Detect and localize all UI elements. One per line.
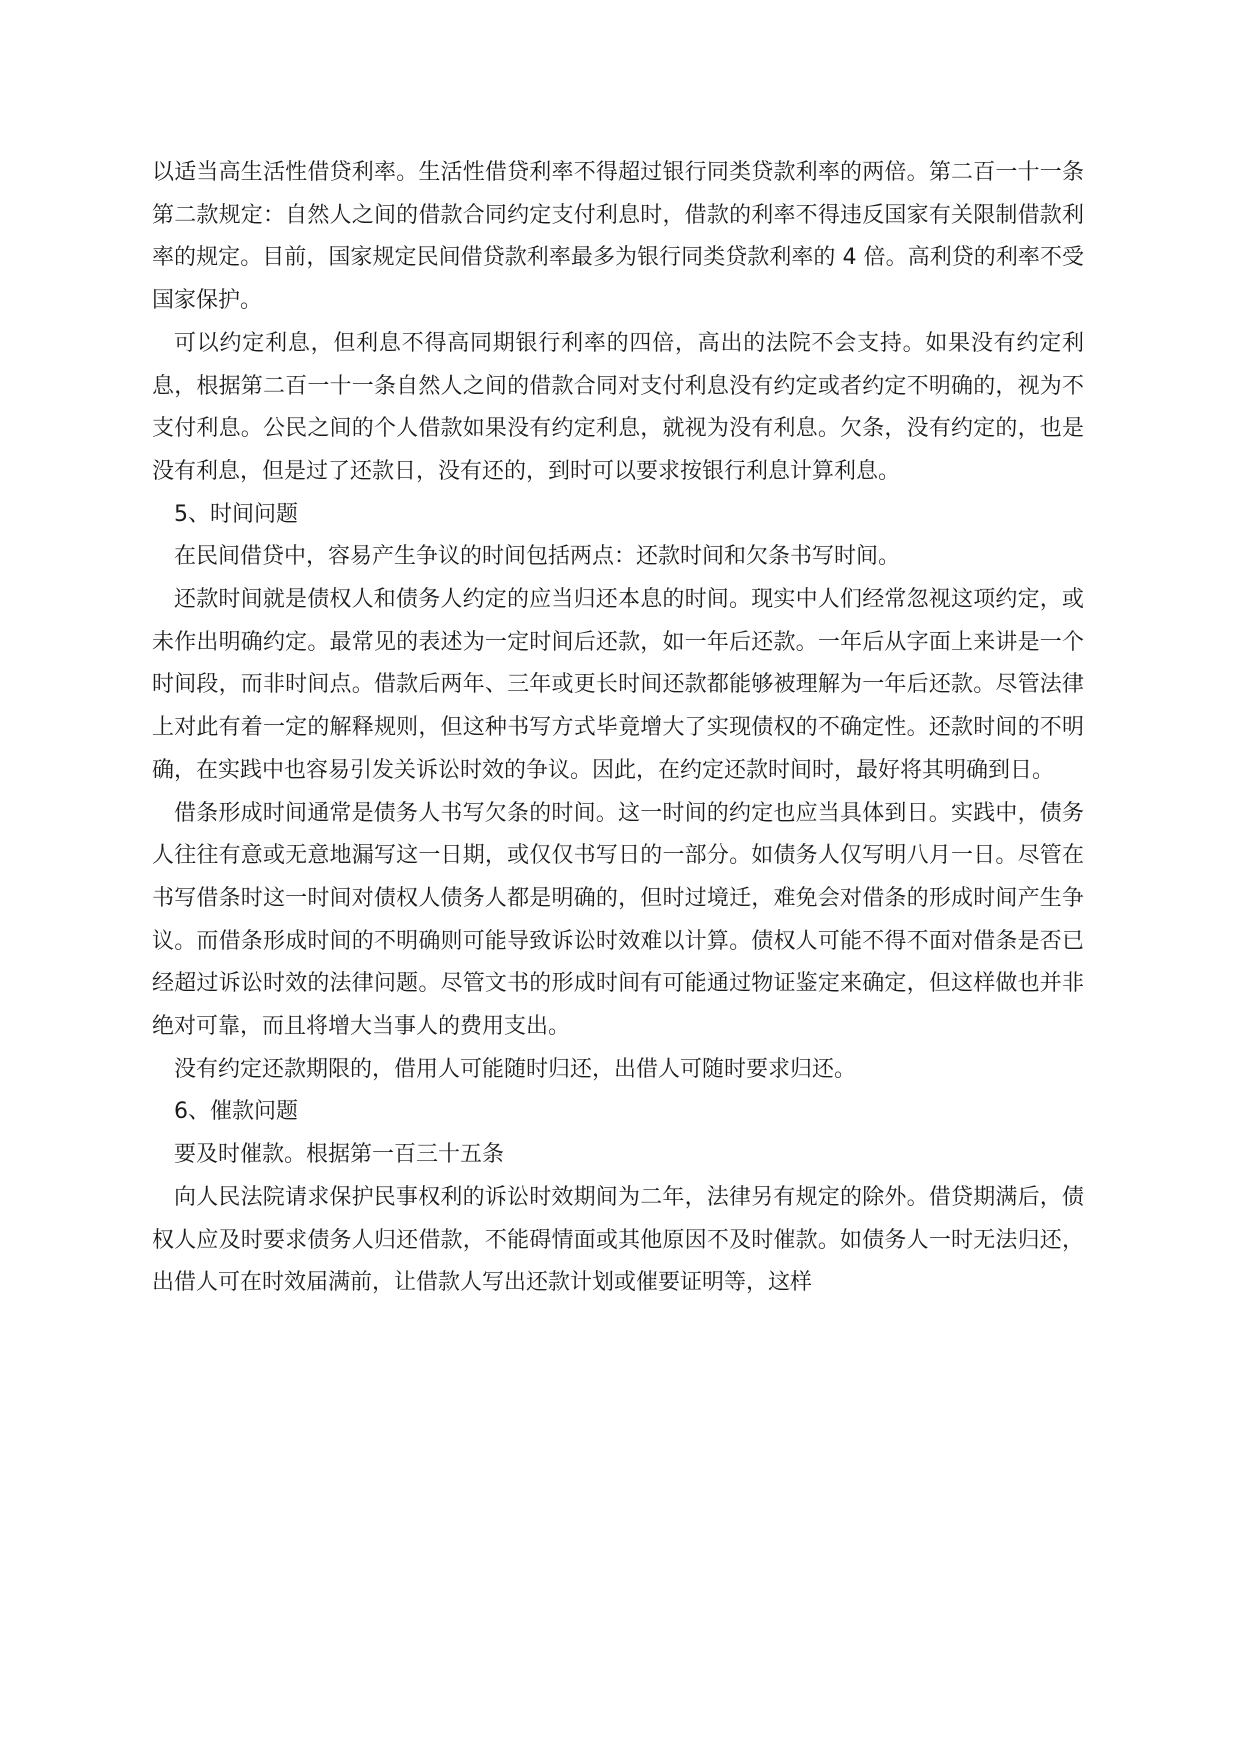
document-body <box>152 152 1084 1305</box>
section-heading-collection-issues: 6、催款问题 <box>174 1099 298 1125</box>
paragraph-interest-rate-limit: 以适当高生活性借贷利率。生活性借贷利率不得超过银行同类贷款利率的两倍。第二百一十一条第二款规定：自然人之间的借款合同约定支付利息时，借款的利率不得违反国家有关限制借款利率的规定。目前，国家规定民间借贷款利率最多为银行同类贷款利率的 4 倍。高利贷的利率不受国家保护。 <box>152 160 1084 314</box>
paragraph-timely-collection: 要及时催款。根据第一百三十五条 <box>174 1142 505 1168</box>
paragraph-agreed-interest: 可以约定利息，但利息不得高同期银行利率的四倍，高出的法院不会支持。如果没有约定利息，根据第二百一十一条自然人之间的借款合同对支付利息没有约定或者约定不明确的，视为不支付利息。公民之间的个人借款如果没有约定利息，就视为没有利息。欠条，没有约定的，也是没有利息，但是过了还款日，没有还的，到时可以要求按银行利息计算利息。 <box>152 330 1084 484</box>
paragraph-limitation-period: 向人民法院请求保护民事权利的诉讼时效期间为二年，法律另有规定的除外。借贷期满后，债权人应及时要求债务人归还借款，不能碍情面或其他原因不及时催款。如债务人一时无法归还，出借人可在时效届满前，让借款人写出还款计划或催要证明等，这样 <box>152 1184 1084 1296</box>
paragraph-time-disputes: 在民间借贷中，容易产生争议的时间包括两点：还款时间和欠条书写时间。 <box>174 544 901 570</box>
paragraph-iou-date: 借条形成时间通常是债务人书写欠条的时间。这一时间的约定也应当具体到日。实践中，债务人往往有意或无意地漏写这一日期，或仅仅书写日的一部分。如债务人仅写明八月一日。尽管在书写借条时这一时间对债权人债务人都是明确的，但时过境迁，难免会对借条的形成时间产生争议。而借条形成时间的不明确则可能导致诉讼时效难以计算。债权人可能不得不面对借条是否已经超过诉讼时效的法律问题。尽管文书的形成时间有可能通过物证鉴定来确定，但这样做也并非绝对可靠，而且将增大当事人的费用支出。 <box>152 800 1084 1040</box>
paragraph-no-term: 没有约定还款期限的，借用人可能随时归还，出借人可随时要求归还。 <box>174 1056 857 1082</box>
section-heading-time-issues: 5、时间问题 <box>174 501 298 527</box>
paragraph-repayment-time: 还款时间就是债权人和债务人约定的应当归还本息的时间。现实中人们经常忽视这项约定，或未作出明确约定。最常见的表述为一定时间后还款，如一年后还款。一年后从字面上来讲是一个时间段，而非时间点。借款后两年、三年或更长时间还款都能够被理解为一年后还款。尽管法律上对此有着一定的解释规则，但这种书写方式毕竟增大了实现债权的不确定性。还款时间的不明确，在实践中也容易引发关诉讼时效的争议。因此，在约定还款时间时，最好将其明确到日。 <box>152 587 1084 783</box>
